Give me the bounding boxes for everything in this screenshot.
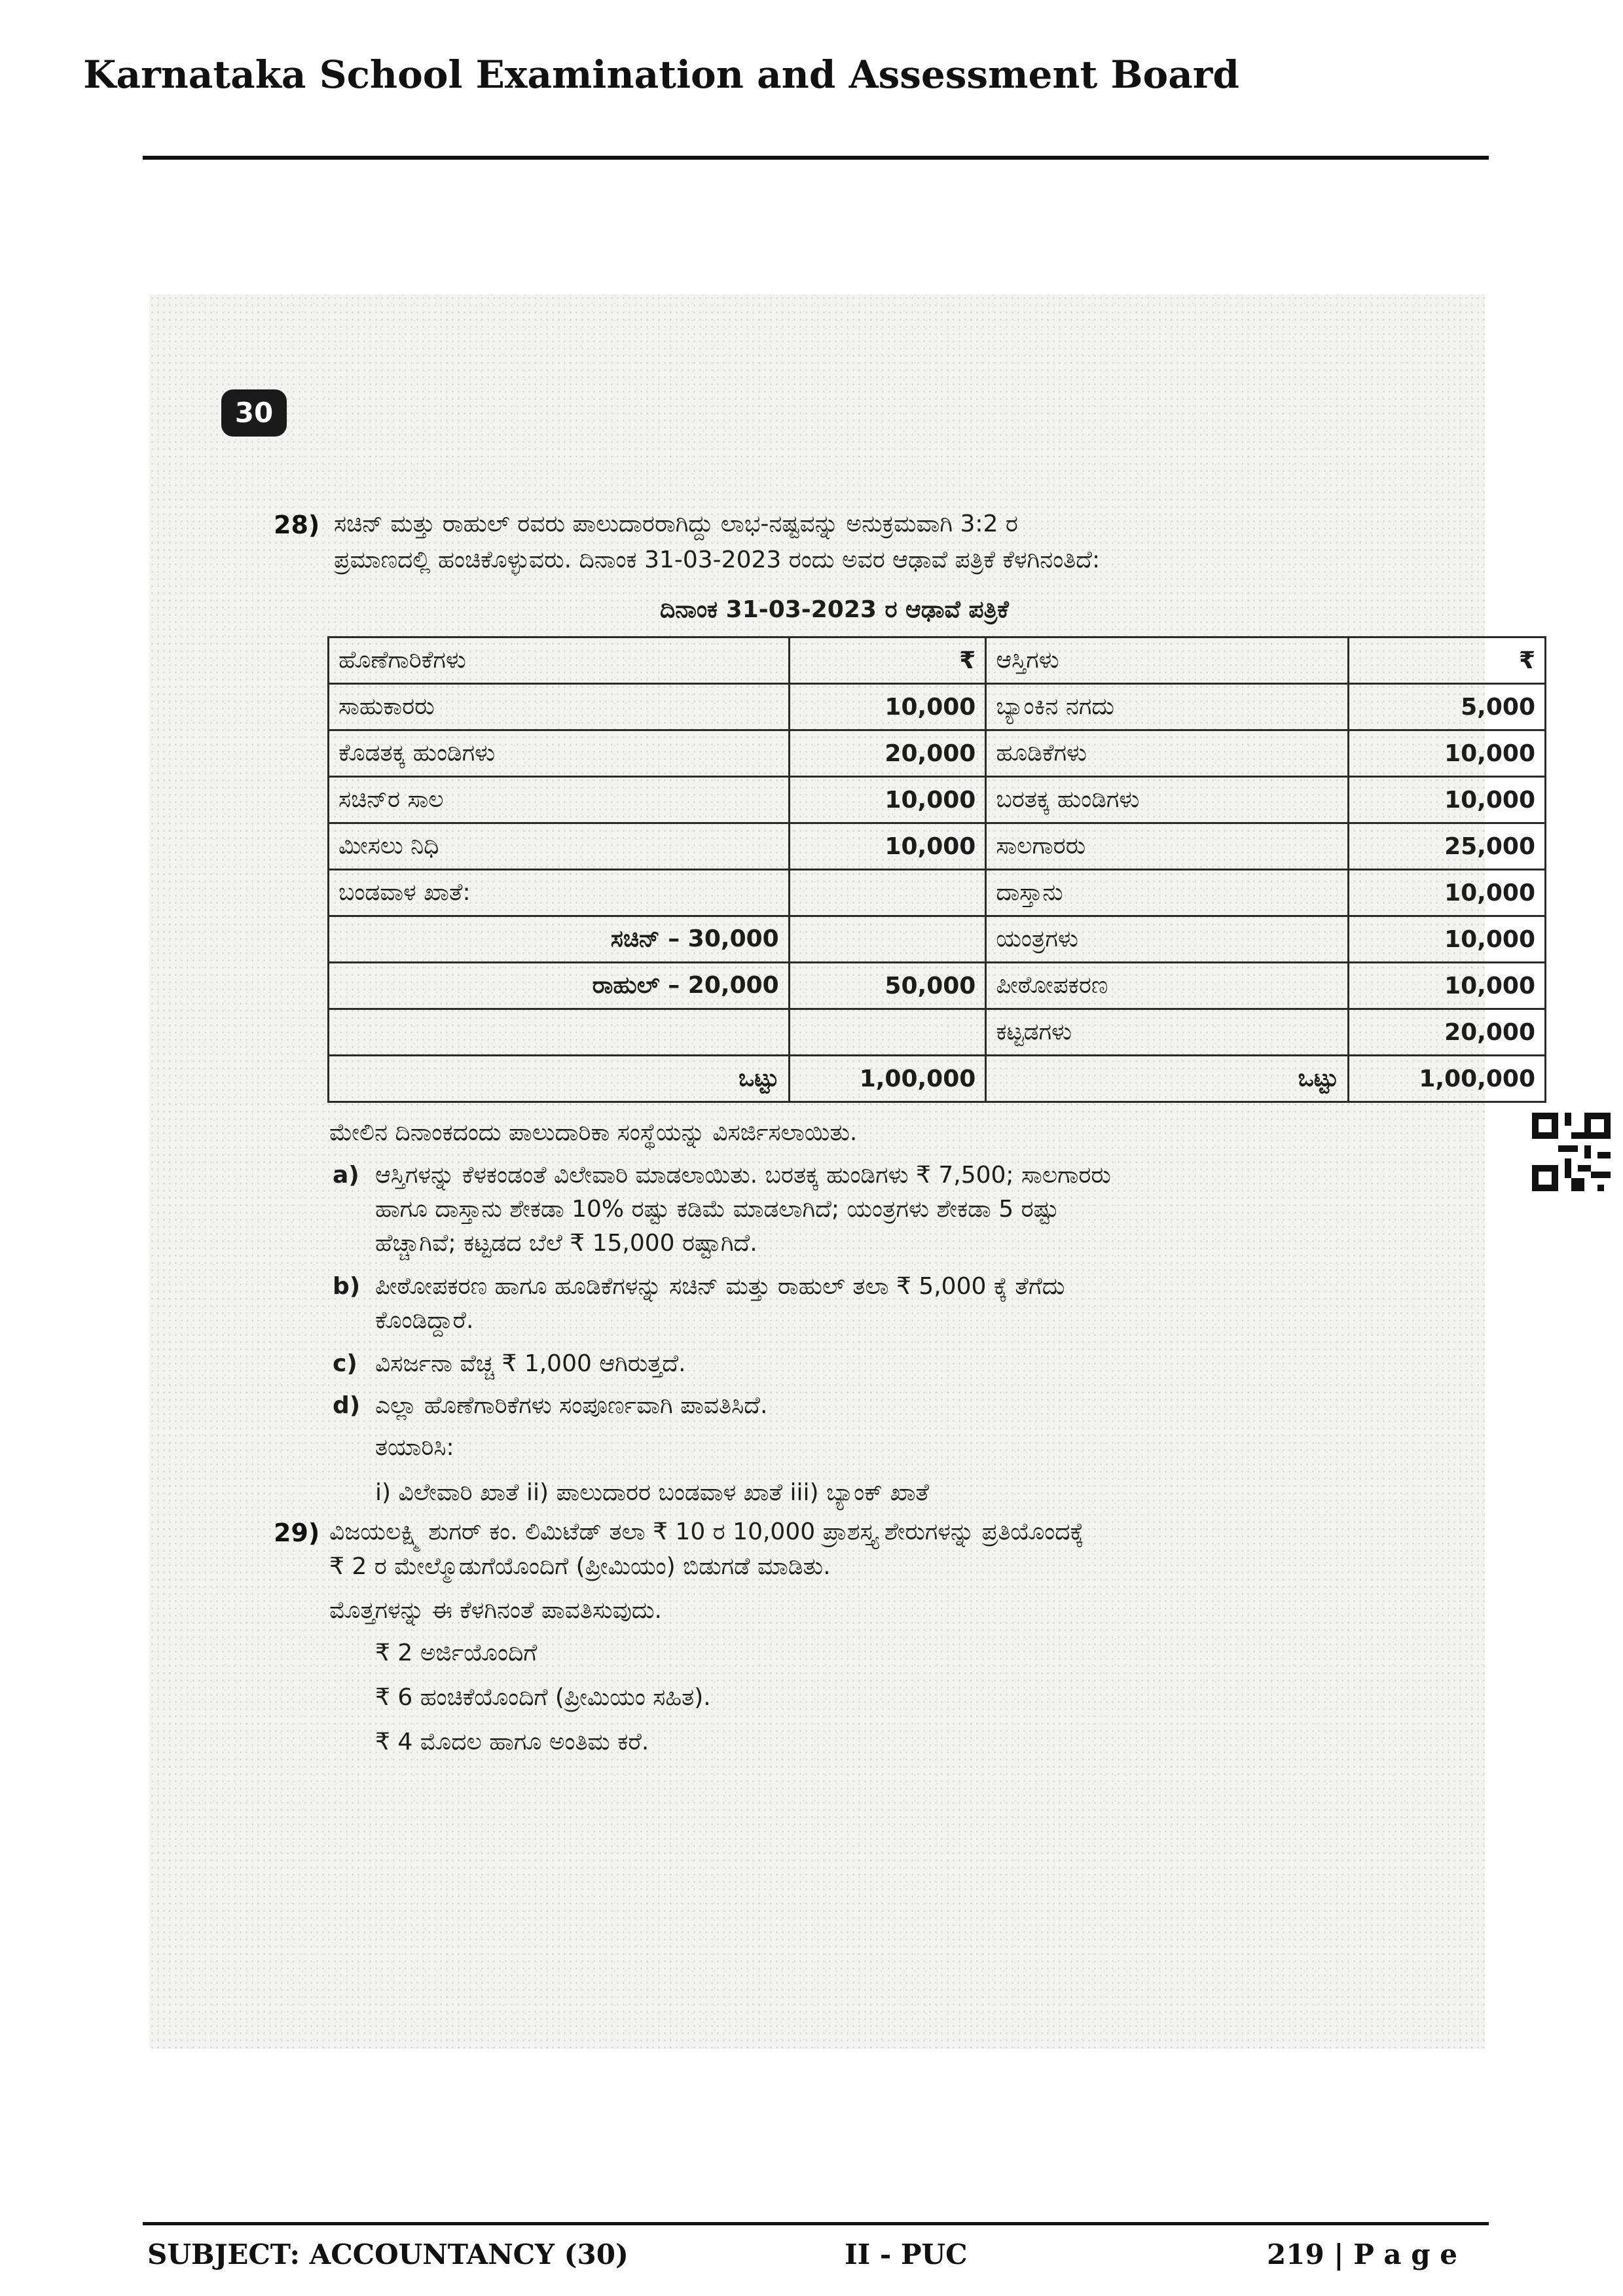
table-cell: 10,000 xyxy=(1349,777,1546,823)
table-cell: ಹೂಡಿಕೆಗಳು xyxy=(986,730,1349,777)
table-cell: ಕೊಡತಕ್ಕ ಹುಂಡಿಗಳು xyxy=(329,730,790,777)
qr-code-icon xyxy=(1532,1113,1611,1191)
q28-item-c-line: ವಿಸರ್ಜನಾ ವೆಚ್ಚ ₹ 1,000 ಆಗಿರುತ್ತದೆ. xyxy=(375,1350,686,1377)
q28-item-a-line: ಆಸ್ತಿಗಳನ್ನು ಕೆಳಕಂಡಂತೆ ವಿಲೇವಾರಿ ಮಾಡಲಾಯಿತು. ಬರತಕ್ಕ ಹುಂಡಿಗಳು ₹ 7,500; ಸಾಲಗಾರರು xyxy=(375,1162,1111,1189)
q28-item-label: c) xyxy=(333,1350,357,1377)
table-cell xyxy=(789,870,986,916)
balance-sheet-table xyxy=(327,636,1546,1103)
table-cell: ಯಂತ್ರಗಳು xyxy=(986,916,1349,963)
q28-item-d-line: ಎಲ್ಲಾ ಹೊಣೆಗಾರಿಕೆಗಳು ಸಂಪೂರ್ಣವಾಗಿ ಪಾವತಿಸಿದೆ. xyxy=(375,1392,768,1419)
table-cell: ರಾಹುಲ್ – 20,000 xyxy=(329,963,790,1009)
q28-item-a-line: ಹೆಚ್ಚಾಗಿವೆ; ಕಟ್ಟಡದ ಬೆಲೆ ₹ 15,000 ರಷ್ಟಾಗಿದೆ. xyxy=(375,1230,757,1257)
q28-item-label: a) xyxy=(333,1162,359,1189)
page-badge: 30 xyxy=(221,389,287,437)
table-cell: 10,000 xyxy=(1349,916,1546,963)
table-cell: ಬಂಡವಾಳ ಖಾತೆ: xyxy=(329,870,790,916)
table-cell: 50,000 xyxy=(789,963,986,1009)
table-cell xyxy=(789,1009,986,1056)
table-cell: 20,000 xyxy=(1349,1009,1546,1056)
q29-line-2: ₹ 2 ರ ಮೇಲ್ಮೊಡುಗೆಯೊಂದಿಗೆ (ಪ್ರೀಮಿಯಂ) ಬಿಡುಗಡೆ ಮಾಡಿತು. xyxy=(329,1553,831,1580)
header-divider xyxy=(143,156,1489,160)
footer-divider xyxy=(143,2222,1489,2225)
board-title: Karnataka School Examination and Assessment Board xyxy=(83,52,1239,97)
table-cell: 10,000 xyxy=(789,684,986,730)
table-cell: 25,000 xyxy=(1349,823,1546,870)
q29-payment-line: ₹ 6 ಹಂಚಿಕೆಯೊಂದಿಗೆ (ಪ್ರೀಮಿಯಂ ಸಹಿತ). xyxy=(375,1684,711,1711)
q29-line-1: ವಿಜಯಲಕ್ಷ್ಮಿ ಶುಗರ್ ಕಂ. ಲಿಮಿಟೆಡ್ ತಲಾ ₹ 10 ರ 10,000 ಪ್ರಾಶಸ್ತ್ಯ ಶೇರುಗಳನ್ನು ಪ್ರತಿಯೊಂದಕ್ಕೆ xyxy=(329,1518,1084,1545)
table-cell: 1,00,000 xyxy=(1349,1056,1546,1102)
table-cell: ಸಾಹುಕಾರರು xyxy=(329,684,790,730)
table-cell: ಸಾಲಗಾರರು xyxy=(986,823,1349,870)
q29-line-3: ಮೊತ್ತಗಳನ್ನು ಈ ಕೆಳಗಿನಂತೆ ಪಾವತಿಸುವುದು. xyxy=(329,1597,662,1624)
table-cell: ಒಟ್ಟು xyxy=(329,1056,790,1102)
table-cell xyxy=(789,916,986,963)
q29-payment-line: ₹ 4 ಮೊದಲ ಹಾಗೂ ಅಂತಿಮ ಕರೆ. xyxy=(375,1729,649,1755)
table-cell: ಪೀಠೋಪಕರಣ xyxy=(986,963,1349,1009)
table-row xyxy=(329,870,1546,916)
table-cell: ಮೀಸಲು ನಿಧಿ xyxy=(329,823,790,870)
table-cell: 10,000 xyxy=(1349,730,1546,777)
q28-prepare-list: i) ವಿಲೇವಾರಿ ಖಾತೆ ii) ಪಾಲುದಾರರ ಬಂಡವಾಳ ಖಾತೆ iii) ಬ್ಯಾಂಕ್ ಖಾತೆ xyxy=(375,1479,929,1506)
table-cell: ಒಟ್ಟು xyxy=(986,1056,1349,1102)
q28-item-b-line: ಪೀಠೋಪಕರಣ ಹಾಗೂ ಹೂಡಿಕೆಗಳನ್ನು ಸಚಿನ್ ಮತ್ತು ರಾಹುಲ್ ತಲಾ ₹ 5,000 ಕ್ಕೆ ತೆಗೆದು xyxy=(375,1273,1065,1300)
scanned-question-image xyxy=(149,295,1535,2049)
table-cell: ಬರತಕ್ಕ ಹುಂಡಿಗಳು xyxy=(986,777,1349,823)
q29-payment-line: ₹ 2 ಅರ್ಜಿಯೊಂದಿಗೆ xyxy=(375,1640,538,1666)
table-row xyxy=(329,1009,1546,1056)
table-cell: ಸಚಿನ್‌ರ ಸಾಲ xyxy=(329,777,790,823)
table-cell xyxy=(329,1009,790,1056)
table-row xyxy=(329,823,1546,870)
footer-page-number: 219 | P a g e xyxy=(1267,2238,1457,2270)
table-row xyxy=(329,916,1546,963)
q28-item-label: d) xyxy=(333,1392,361,1419)
q28-dissolution-line: ಮೇಲಿನ ದಿನಾಂಕದಂದು ಪಾಲುದಾರಿಕಾ ಸಂಸ್ಥೆಯನ್ನು ವಿಸರ್ಜಿಸಲಾಯಿತು. xyxy=(329,1119,858,1146)
table-header-cell: ಆಸ್ತಿಗಳು xyxy=(986,637,1349,684)
table-cell: 10,000 xyxy=(789,777,986,823)
table-cell: 20,000 xyxy=(789,730,986,777)
table-row xyxy=(329,730,1546,777)
q28-item-label: b) xyxy=(333,1273,361,1300)
table-cell: ಬ್ಯಾಂಕಿನ ನಗದು xyxy=(986,684,1349,730)
table-header-row xyxy=(329,637,1546,684)
table-header-cell: ₹ xyxy=(789,637,986,684)
table-cell: ದಾಸ್ತಾನು xyxy=(986,870,1349,916)
table-header-cell: ಹೊಣೆಗಾರಿಕೆಗಳು xyxy=(329,637,790,684)
footer-subject: SUBJECT: ACCOUNTANCY (30) xyxy=(147,2238,629,2270)
table-cell: 1,00,000 xyxy=(789,1056,986,1102)
table-cell: 10,000 xyxy=(1349,963,1546,1009)
q28-item-a-line: ಹಾಗೂ ದಾಸ್ತಾನು ಶೇಕಡಾ 10% ರಷ್ಟು ಕಡಿಮೆ ಮಾಡಲಾಗಿದೆ; ಯಂತ್ರಗಳು ಶೇಕಡಾ 5 ರಷ್ಟು xyxy=(375,1196,1059,1223)
q28-item-b-line: ಕೊಂಡಿದ್ದಾರೆ. xyxy=(375,1307,474,1334)
table-total-row xyxy=(329,1056,1546,1102)
table-row xyxy=(329,777,1546,823)
table-row xyxy=(329,963,1546,1009)
q28-intro-line-1: ಸಚಿನ್ ಮತ್ತು ರಾಹುಲ್ ರವರು ಪಾಲುದಾರರಾಗಿದ್ದು ಲಾಭ-ನಷ್ಟವನ್ನು ಅನುಕ್ರಮವಾಗಿ 3:2 ರ xyxy=(334,511,1018,537)
footer-class: II - PUC xyxy=(845,2238,968,2270)
q28-prepare-label: ತಯಾರಿಸಿ: xyxy=(375,1434,454,1461)
q28-intro-line-2: ಪ್ರಮಾಣದಲ್ಲಿ ಹಂಚಿಕೊಳ್ಳುವರು. ದಿನಾಂಕ 31-03-2023 ರಂದು ಅವರ ಆಢಾವೆ ಪತ್ರಿಕೆ ಕೆಳಗಿನಂತಿದೆ: xyxy=(334,547,1101,573)
question-28-number: 28) xyxy=(274,511,320,539)
question-29-number: 29) xyxy=(274,1518,320,1547)
table-row xyxy=(329,684,1546,730)
table-cell: ಸಚಿನ್ – 30,000 xyxy=(329,916,790,963)
balance-sheet-caption: ದಿನಾಂಕ 31-03-2023 ರ ಆಢಾವೆ ಪತ್ರಿಕೆ xyxy=(660,596,1009,623)
table-cell: 5,000 xyxy=(1349,684,1546,730)
table-header-cell: ₹ xyxy=(1349,637,1546,684)
table-cell: 10,000 xyxy=(789,823,986,870)
table-cell: ಕಟ್ಟಡಗಳು xyxy=(986,1009,1349,1056)
table-cell: 10,000 xyxy=(1349,870,1546,916)
